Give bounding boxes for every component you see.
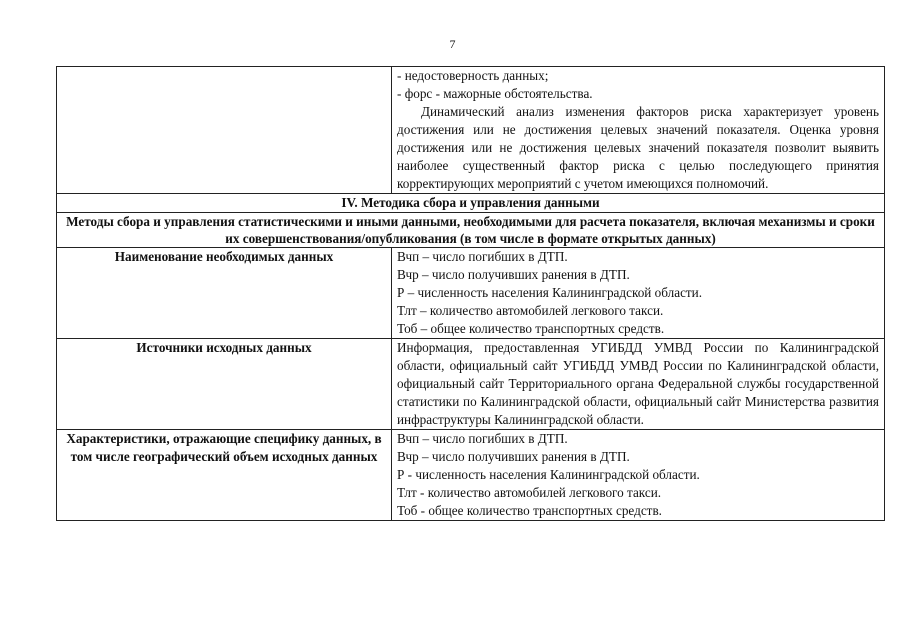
sources-text: Информация, предоставленная УГИБДД УМВД России по Калининградской области, официальный сайт УГИБДД УМВД России по Калининградской области, официальный сайт Территориального органа Федеральной службы государственной статистики по Калининградской области, официальный сайт Министерства развития инфраструктуры Калининградской области.	[397, 340, 879, 427]
table-row-data-names	[57, 248, 885, 339]
page-number: 7	[449, 37, 456, 51]
dynamic-analysis-paragraph: Динамический анализ изменения факторов риска характеризует уровень достижения или не достижения целевых значений показателя. Оценка уровня достижения или не достижения целевых значений показателя позволит выявить наиболее существенный фактор риска с целью последующего принятия корректирующих мероприятий с учетом имеющихся полномочий.	[397, 104, 879, 191]
table-row-sources	[57, 339, 885, 430]
characteristics-label: Характеристики, отражающие специфику данных, в том числе географический объем исходных данных	[57, 430, 392, 521]
methods-header: Методы сбора и управления статистическими и иными данными, необходимыми для расчета показателя, включая механизмы и сроки их совершенствования/опубликования (в том числе в формате открытых данных)	[57, 213, 885, 248]
table-row-section-title	[57, 194, 885, 213]
list-item: Вчр – число получивших ранения в ДТП.	[397, 449, 630, 464]
list-item: Вчр – число получивших ранения в ДТП.	[397, 267, 630, 282]
methodology-table	[56, 66, 885, 521]
list-item: Тлт - количество автомобилей легкового такси.	[397, 485, 662, 500]
empty-label-cell	[57, 67, 392, 194]
list-item: - недостоверность данных;	[397, 68, 549, 83]
list-item: - форс - мажорные обстоятельства.	[397, 86, 593, 101]
table-row-characteristics	[57, 430, 885, 521]
table-row-methods-header	[57, 213, 885, 248]
risk-factors-cell	[392, 67, 885, 194]
data-names-label: Наименование необходимых данных	[57, 248, 392, 339]
table-row-risk-factors	[57, 67, 885, 194]
list-item: Вчп – число погибших в ДТП.	[397, 431, 568, 446]
list-item: Тоб – общее количество транспортных средств.	[397, 321, 665, 336]
sources-cell	[392, 339, 885, 430]
characteristics-cell	[392, 430, 885, 521]
list-item: Вчп – число погибших в ДТП.	[397, 249, 568, 264]
section-title: IV. Методика сбора и управления данными	[57, 194, 885, 213]
list-item: Тлт – количество автомобилей легкового такси.	[397, 303, 664, 318]
list-item: Р - численность населения Калининградской области.	[397, 467, 700, 482]
list-item: Р – численность населения Калининградской области.	[397, 285, 703, 300]
data-names-cell	[392, 248, 885, 339]
sources-label: Источники исходных данных	[57, 339, 392, 430]
list-item: Тоб - общее количество транспортных средств.	[397, 503, 662, 518]
